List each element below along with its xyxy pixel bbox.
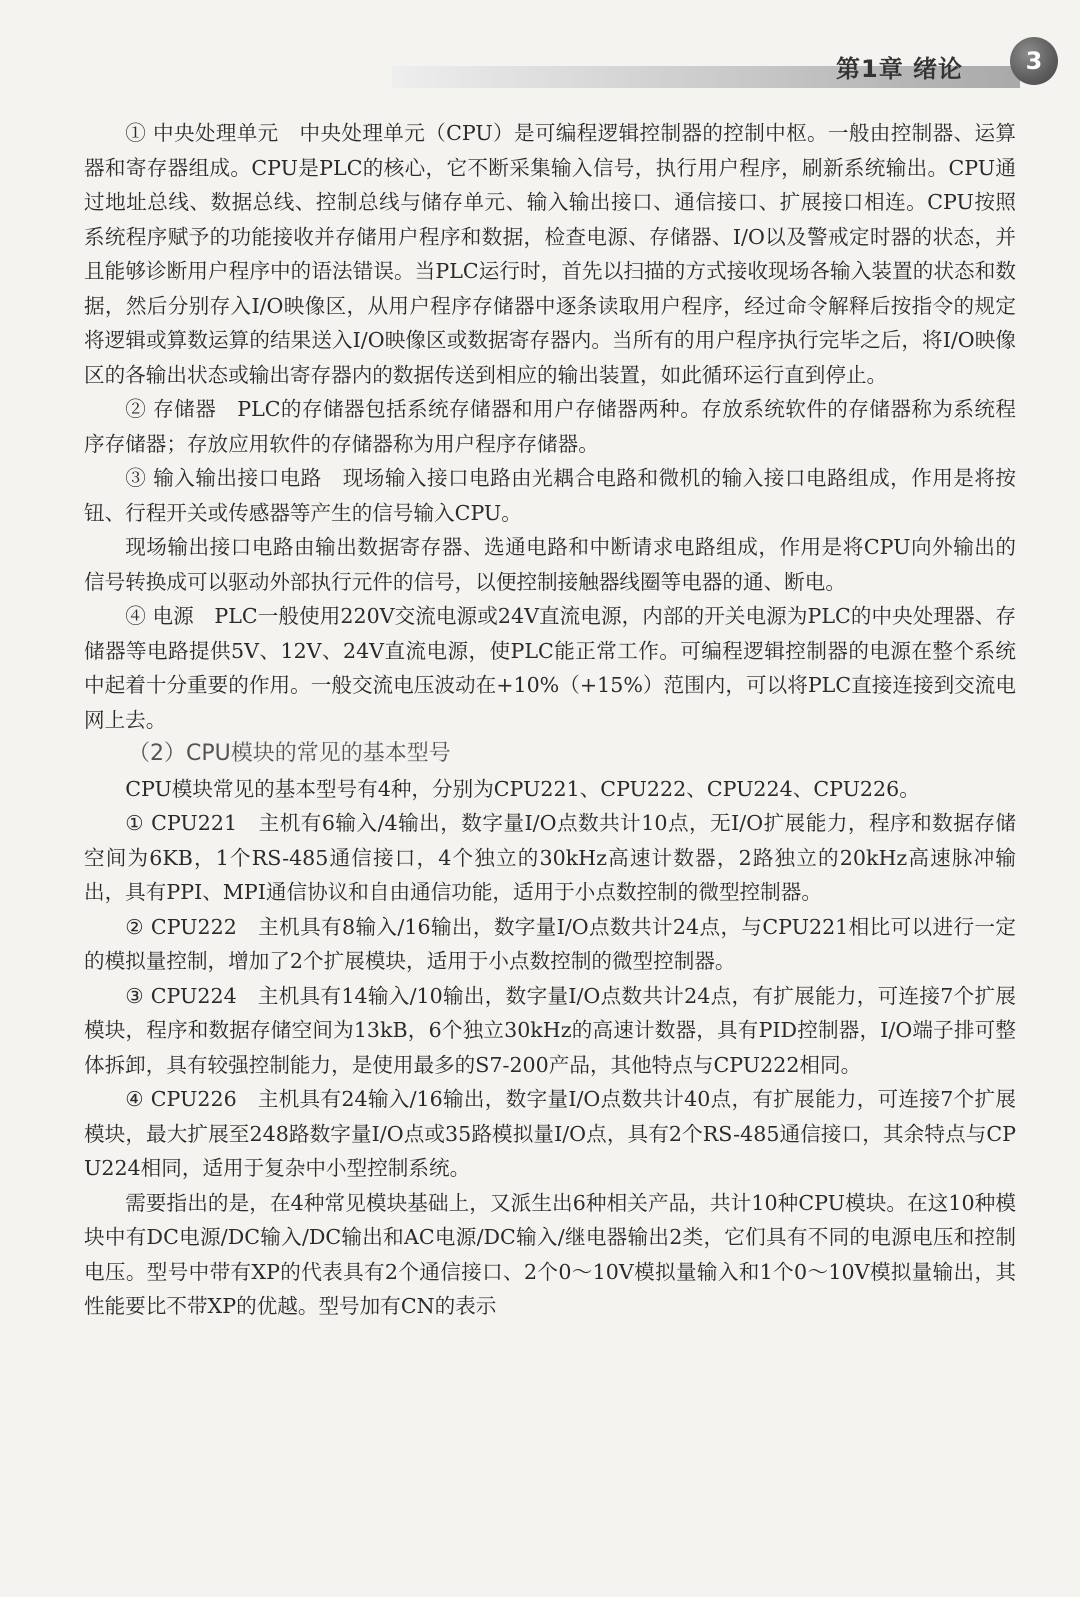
body-text (84, 116, 1016, 1324)
chapter-title: 第1章 绪论 (836, 55, 964, 83)
paragraph-derived-products: 需要指出的是，在4种常见模块基础上，又派生出6种相关产品，共计10种CPU模块。在这10种模块中有DC电源/DC输入/DC输出和AC电源/DC输入/继电器输出2类，它们具有不同的电源电压和控制电压。型号中带有XP的代表具有2个通信接口、2个0～10V模拟量输入和1个0～10V模拟量输出，其性能要比不带XP的优越。型号加有CN的表示 (84, 1190, 1016, 1318)
paragraph-cpu226: ④ CPU226 主机具有24输入/16输出，数字量I/O点数共计40点，有扩展能力，可连接7个扩展模块，最大扩展至248路数字量I/O点或35路模拟量I/O点，具有2个RS-485通信接口，其余特点与CPU224相同，适用于复杂中小型控制系统。 (84, 1087, 1016, 1180)
section-heading: （2）CPU模块的常见的基本型号 (128, 741, 451, 766)
paragraph-memory: ② 存储器 PLC的存储器包括系统存储器和用户存储器两种。存放系统软件的存储器称为系统程序存储器；存放应用软件的存储器称为用户程序存储器。 (84, 397, 1016, 456)
paragraph-cpu222: ② CPU222 主机具有8输入/16输出，数字量I/O点数共计24点，与CPU221相比可以进行一定的模拟量控制，增加了2个扩展模块，适用于小点数控制的微型控制器。 (84, 914, 1016, 973)
paragraph-output-interface: 现场输出接口电路由输出数据寄存器、选通电路和中断请求电路组成，作用是将CPU向外输出的信号转换成可以驱动外部执行元件的信号，以便控制接触器线圈等电器的通、断电。 (84, 535, 1016, 594)
paragraph-power-supply: ④ 电源 PLC一般使用220V交流电源或24V直流电源，内部的开关电源为PLC的中央处理器、存储器等电路提供5V、12V、24V直流电源，使PLC能正常工作。可编程逻辑控制器的电源在整个系统中起着十分重要的作用。一般交流电压波动在+10%（+15%）范围内，可以将PLC直接连接到交流电网上去。 (84, 604, 1016, 732)
paragraph-cpu224: ③ CPU224 主机具有14输入/10输出，数字量I/O点数共计24点，有扩展能力，可连接7个扩展模块，程序和数据存储空间为13kB，6个独立30kHz的高速计数器，具有PID控制器，I/O端子排可整体拆卸，具有较强控制能力，是使用最多的S7-200产品，其他特点与CPU222相同。 (84, 983, 1016, 1077)
page-number-badge: 3 (1010, 37, 1058, 85)
paragraph-cpu221: ① CPU221 主机有6输入/4输出，数字量I/O点数共计10点，无I/O扩展能力，程序和数据存储空间为6KB，1个RS-485通信接口，4个独立的30kHz高速计数器，2路独立的20kHz高速脉冲输出，具有PPI、MPI通信协议和自由通信功能，适用于小点数控制的微型控制器。 (84, 811, 1016, 904)
paragraph-cpu-models: CPU模块常见的基本型号有4种，分别为CPU221、CPU222、CPU224、CPU226。 (125, 776, 920, 801)
paragraph-cpu-unit: ① 中央处理单元 中央处理单元（CPU）是可编程逻辑控制器的控制中枢。一般由控制器、运算器和寄存器组成。CPU是PLC的核心，它不断采集输入信号，执行用户程序，刷新系统输出。CPU通过地址总线、数据总线、控制总线与储存单元、输入输出接口、通信接口、扩展接口相连。CPU按照系统程序赋予的功能接收并存储用户程序和数据，检查电源、存储器、I/O以及警戒定时器的状态，并且能够诊断用户程序中的语法错误。当PLC运行时，首先以扫描的方式接收现场各输入装置的状态和数据，然后分别存入I/O映像区，从用户程序存储器中逐条读取用户程序，经过命令解释后按指令的规定将逻辑或算数运算的结果送入I/O映像区或数据寄存器内。当所有的用户程序执行完毕之后，将I/O映像区的各输出状态或输出寄存器内的数据传送到相应的输出装置，如此循环运行直到停止。 (84, 121, 1016, 387)
paragraph-io-interface: ③ 输入输出接口电路 现场输入接口电路由光耦合电路和微机的输入接口电路组成，作用是将按钮、行程开关或传感器等产生的信号输入CPU。 (84, 466, 1016, 525)
